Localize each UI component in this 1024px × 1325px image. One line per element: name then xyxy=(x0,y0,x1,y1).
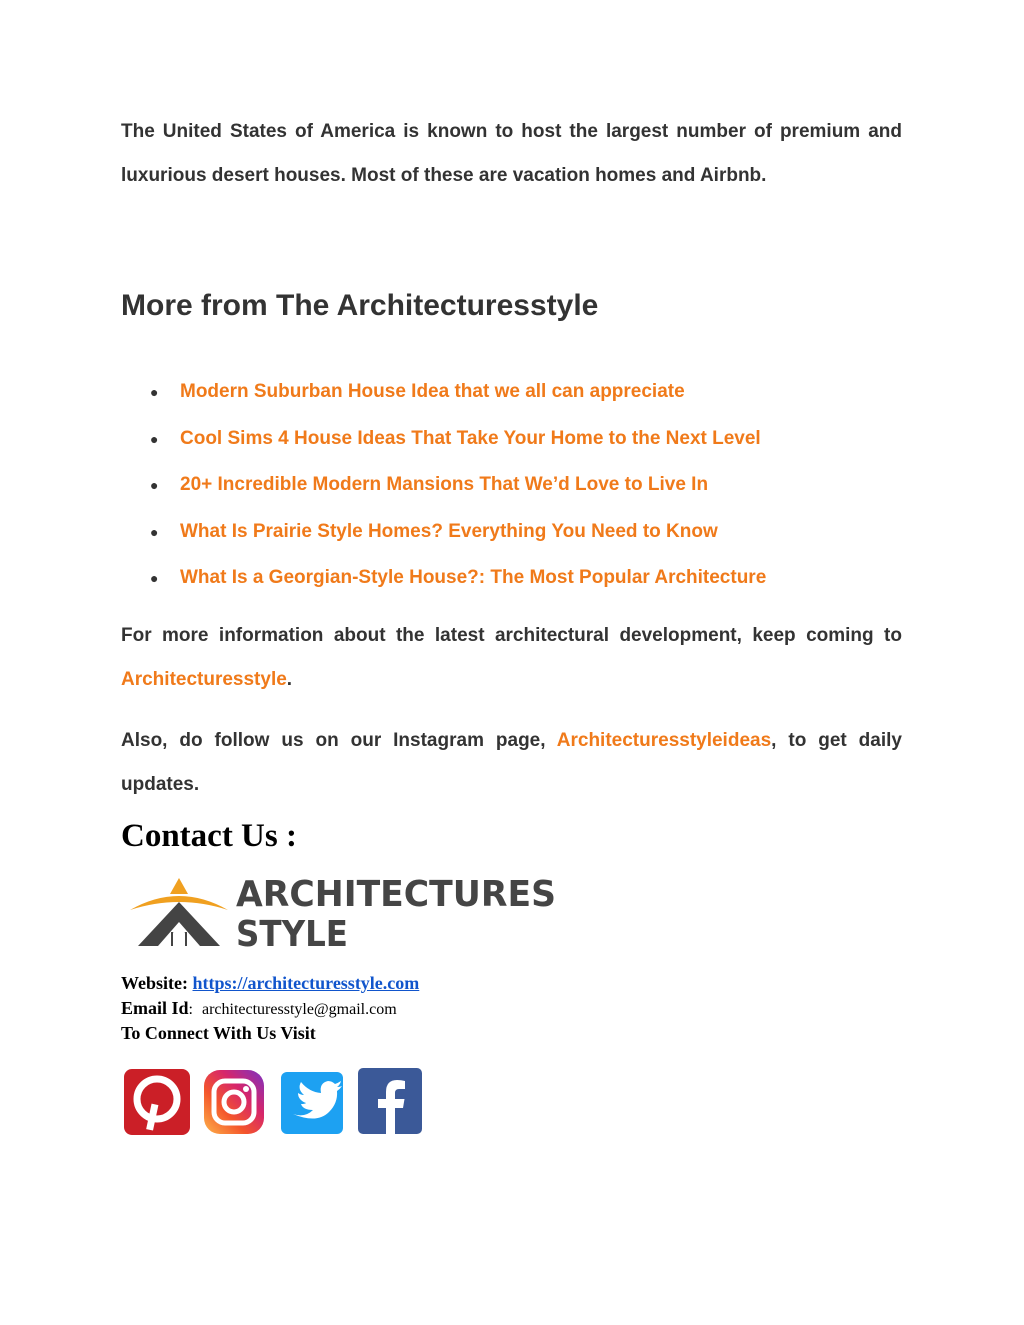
bullet-icon: ● xyxy=(150,570,159,586)
website-label: Website: xyxy=(121,973,188,993)
bullet-icon: ● xyxy=(150,430,159,447)
twitter-icon[interactable] xyxy=(279,1066,345,1138)
related-link-1[interactable]: Modern Suburban House Idea that we all can appreciate xyxy=(180,381,685,402)
bullet-icon: ● xyxy=(150,384,159,400)
instagram-page-link[interactable]: Architecturesstyleideas xyxy=(556,730,772,751)
related-link-2[interactable]: Cool Sims 4 House Ideas That Take Your Home to the Next Level xyxy=(180,427,761,449)
facebook-icon[interactable] xyxy=(357,1066,423,1138)
info-text-before: For more information about the latest architectural development, keep coming to xyxy=(121,625,902,646)
architecturesstyle-link[interactable]: Architecturesstyle xyxy=(121,669,287,690)
email-value: architecturesstyle@gmail.com xyxy=(201,1001,397,1018)
email-separator: : xyxy=(188,1001,193,1018)
info-text-after: . xyxy=(286,669,293,690)
instagram-paragraph xyxy=(121,719,902,807)
related-link-5[interactable]: What Is a Georgian-Style House?: The Most Popular Architecture xyxy=(180,567,767,588)
website-line xyxy=(121,971,419,995)
house-logo-icon xyxy=(130,878,228,946)
email-label: Email Id xyxy=(121,998,189,1018)
logo-line-2: STYLE xyxy=(236,914,348,952)
intro-paragraph xyxy=(121,110,902,198)
contact-title: Contact Us : xyxy=(121,818,297,854)
instagram-text-before: Also, do follow us on our Instagram page, xyxy=(121,730,557,751)
pinterest-icon[interactable] xyxy=(123,1066,191,1138)
info-paragraph xyxy=(121,614,902,702)
more-section-heading: More from The Architecturesstyle xyxy=(121,289,599,322)
connect-line xyxy=(121,1021,316,1045)
website-link[interactable]: https://architecturesstyle.com xyxy=(192,973,420,993)
bullet-icon: ● xyxy=(150,523,159,540)
logo-line-1: ARCHITECTURES xyxy=(236,874,556,915)
connect-text: To Connect With Us Visit xyxy=(121,1023,316,1043)
related-link-3[interactable]: 20+ Incredible Modern Mansions That We’d Love to Live In xyxy=(180,474,709,495)
email-line xyxy=(121,996,397,1022)
instagram-text-after: , to get daily updates. xyxy=(121,730,902,795)
architectures-style-logo xyxy=(124,872,564,952)
intro-text: The United States of America is known to host the largest number of premium and luxurious desert houses. Most of these are vacation homes and Airbnb. xyxy=(121,121,902,186)
bullet-icon: ● xyxy=(150,477,159,493)
instagram-icon[interactable] xyxy=(202,1066,266,1138)
related-link-4[interactable]: What Is Prairie Style Homes? Everything You Need to Know xyxy=(180,520,718,542)
